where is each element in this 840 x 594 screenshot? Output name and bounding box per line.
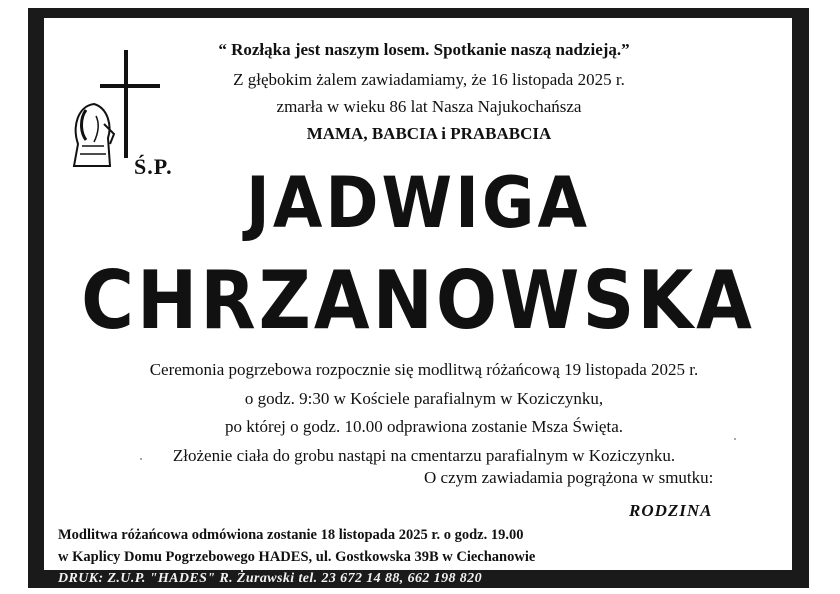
ceremony-line-1: Ceremonia pogrzebowa rozpocznie się modlitwą różańcową 19 listopada 2025 r. — [149, 360, 699, 379]
intro-line-3: MAMA, BABCIA i PRABABCIA — [306, 124, 552, 143]
intro-line-1: Z głębokim żalem zawiadamiamy, że 16 listopada 2025 r. — [233, 70, 625, 89]
ceremony-line-2: o godz. 9:30 w Kościele parafialnym w Koziczynku, — [244, 388, 604, 408]
notice-body — [44, 18, 792, 570]
motto-quote: “ Rozłąka jest naszym losem. Spotkanie naszą nadzieją.” — [218, 40, 630, 59]
signature-family: RODZINA — [629, 501, 713, 520]
print-speck — [734, 438, 736, 440]
mourners-line: O czym zawiadamia pogrążona w smutku: — [424, 468, 714, 487]
prayer-line-2: w Kaplicy Domu Pogrzebowego HADES, ul. Gostkowska 39B w Ciechanowie — [58, 549, 536, 565]
prayer-line-1: Modlitwa różańcowa odmówiona zostanie 18 listopada 2025 r. o godz. 19.00 — [58, 527, 524, 543]
printer-footer: DRUK: Z.U.P. "HADES" R. Żurawski tel. 23 672 14 88, 662 198 820 — [58, 571, 482, 586]
intro-line-2: zmarła w wieku 86 lat Nasza Najukochańsza — [276, 97, 582, 116]
announcement-intro — [174, 66, 684, 147]
sp-label: Ś.P. — [134, 154, 173, 179]
deceased-first-name: JADWIGA — [246, 163, 590, 245]
deceased-last-name: CHRZANOWSKA — [81, 253, 755, 348]
print-speck — [140, 458, 142, 460]
ceremony-line-4: Złożenie ciała do grobu nastąpi na cmentarzu parafialnym w Koziczynku. — [172, 445, 676, 465]
funeral-ceremony-details — [84, 356, 764, 470]
ceremony-line-3: po której o godz. 10.00 odprawiona zostanie Msza Święta. — [225, 417, 623, 436]
black-frame — [28, 8, 809, 588]
rosary-prayer-note — [58, 524, 535, 568]
